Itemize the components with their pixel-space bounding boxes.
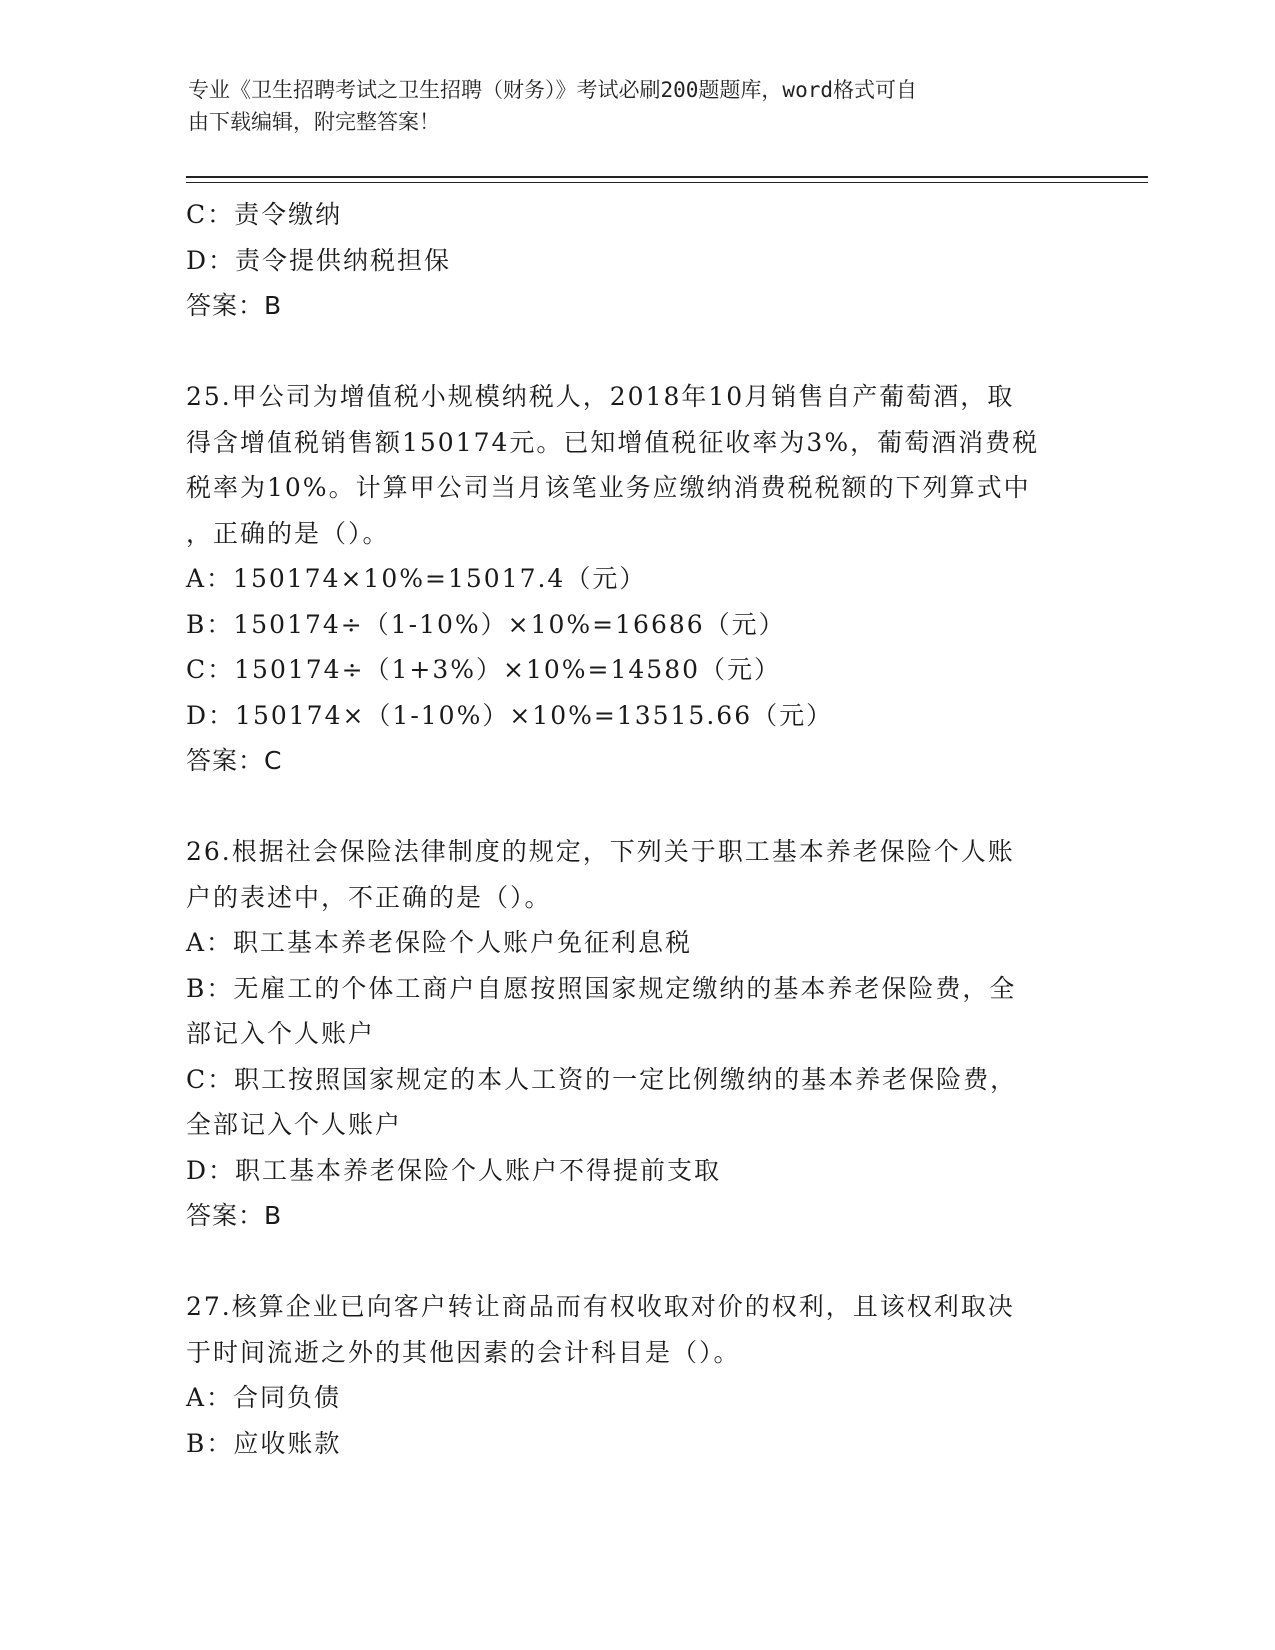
question-text: 于时间流逝之外的其他因素的会计科目是（）。 (186, 1337, 741, 1367)
option-d: D：150174×（1-10%）×10%=13515.66（元） (186, 700, 834, 730)
header-line-1: 专业《卫生招聘考试之卫生招聘（财务）》考试必刷200题题库，word格式可自 (188, 78, 917, 102)
option-d: D：职工基本养老保险个人账户不得提前支取 (186, 1155, 722, 1185)
option-a: A：150174×10%=15017.4（元） (186, 564, 647, 593)
option-c: C：职工按照国家规定的本人工资的一定比例缴纳的基本养老保险费， (186, 1064, 1018, 1094)
answer-line: 答案：C (186, 746, 283, 775)
option-c: C：150174÷（1+3%）×10%=14580（元） (186, 655, 782, 684)
question-text: 税率为10%。计算甲公司当月该笔业务应缴纳消费税税额的下列算式中 (186, 473, 1031, 502)
option-d: D：责令提供纳税担保 (186, 245, 452, 275)
header-rule-thick (186, 176, 1148, 178)
document-body (186, 192, 1086, 1466)
question-text: 户的表述中，不正确的是（）。 (186, 882, 552, 912)
question-text: 27.核算企业已向客户转让商品而有权收取对价的权利，且该权利取决 (186, 1292, 1015, 1321)
question-27 (186, 1284, 1086, 1466)
question-text: 25.甲公司为增值税小规模纳税人，2018年10月销售自产葡萄酒，取 (186, 382, 1015, 411)
document-header (188, 74, 1078, 138)
question-text: 26.根据社会保险法律制度的规定，下列关于职工基本养老保险个人账 (186, 837, 1015, 866)
previous-question-tail (186, 192, 1086, 329)
question-text: 得含增值税销售额150174元。已知增值税征收率为3%，葡萄酒消费税 (186, 427, 1040, 457)
question-text: ，正确的是（）。 (186, 518, 390, 548)
header-rule-thin (186, 182, 1148, 183)
header-line-2: 由下载编辑，附完整答案！ (188, 110, 440, 134)
option-b: B：150174÷（1-10%）×10%=16686（元） (186, 609, 786, 639)
answer-line: 答案：B (186, 1201, 283, 1230)
question-26 (186, 829, 1086, 1239)
question-25 (186, 374, 1086, 784)
option-c-continued: 全部记入个人账户 (186, 1110, 403, 1139)
option-a: A：职工基本养老保险个人账户免征利息税 (186, 928, 693, 957)
answer-line: 答案：B (186, 291, 283, 320)
option-a: A：合同负债 (186, 1383, 342, 1412)
option-c: C：责令缴纳 (186, 200, 343, 229)
option-b-continued: 部记入个人账户 (186, 1019, 376, 1048)
option-b: B：应收账款 (186, 1428, 342, 1458)
option-b: B：无雇工的个体工商户自愿按照国家规定缴纳的基本养老保险费，全 (186, 973, 1017, 1003)
